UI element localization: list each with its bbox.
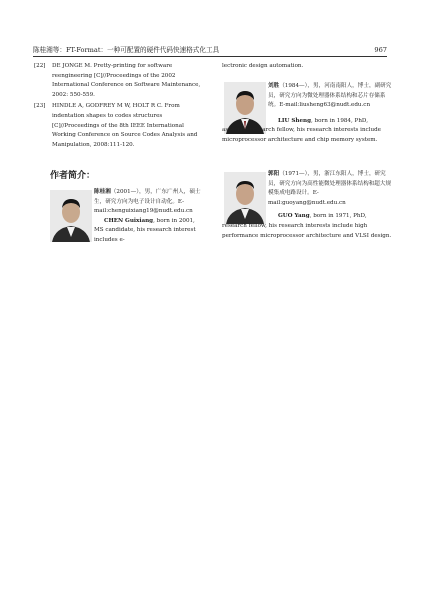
author-cn-name: 刘胜 bbox=[268, 83, 280, 89]
author-cn-bio: 陈桂湘（2001—），男，广东广州人，硕士生，研究方向为电子设计自动化。E-mail:chenguixiang19@nudt.edu.cn bbox=[94, 189, 201, 215]
header-title: 陈桂湘等：FT-Format：一种可配置的硬件代码快速格式化工具 bbox=[33, 46, 220, 54]
reference-text: DE JONGE M. Pretty-printing for software reengineering [C]//Proceedings of the 2002 International Conference on Software Maintenance, 2002: 550-559. bbox=[52, 63, 201, 98]
portrait-icon bbox=[50, 190, 92, 242]
running-header bbox=[33, 44, 387, 57]
author-en-bio: LIU Sheng, born in 1984, PhD, associate research fellow, his research interests include microprocessor architecture and chip memory system. bbox=[222, 117, 381, 143]
bio-continuation: lectronic design automation. bbox=[222, 63, 304, 69]
author-en-name: LIU Sheng bbox=[278, 117, 312, 124]
page-number: 967 bbox=[374, 46, 387, 54]
author-bio-chen bbox=[94, 188, 206, 246]
author-bio-liu bbox=[222, 82, 392, 146]
author-en-bio: CHEN Guixiang, born in 2001, MS candidate, his research interest includes e- bbox=[94, 217, 196, 243]
reference-list bbox=[34, 62, 206, 150]
reference-number: [23] bbox=[34, 103, 46, 110]
author-cn-bio: 郭阳（1971—），男，浙江东阳人，博士，研究员，研究方向为高性能微处理器体系结构和超大规模集成电路设计。E-mail:guoyang@nudt.edu.cn bbox=[268, 171, 392, 206]
author-en-name: GUO Yang bbox=[278, 213, 310, 220]
reference-text: HINDLE A, GODFREY M W, HOLT R C. From indentation shapes to codes structures [C]//Proceedings of the 8th IEEE International Working Conference on Source Codes Analysis and Manipulation, 2008:111-120. bbox=[52, 103, 198, 148]
reference-item bbox=[34, 62, 206, 100]
author-bio-guo bbox=[222, 170, 392, 241]
author-en-name: CHEN Guixiang bbox=[104, 217, 154, 224]
author-photo-chen bbox=[50, 190, 92, 242]
author-en-bio: GUO Yang, born in 1971, PhD, research fellow, his research interests include high performance microprocessor architecture and VLSI design. bbox=[222, 213, 392, 239]
section-title: 作者简介： bbox=[50, 171, 96, 181]
author-cn-bio: 刘胜（1984—），男，河南南阳人，博士，副研究员，研究方向为微处理器体系结构和芯片存储系统。E-mail:liusheng63@nudt.edu.cn bbox=[268, 83, 392, 109]
reference-number: [22] bbox=[34, 63, 46, 69]
reference-item bbox=[34, 102, 206, 150]
author-cn-name: 陈桂湘 bbox=[94, 189, 111, 195]
author-cn-name: 郭阳 bbox=[268, 171, 280, 177]
